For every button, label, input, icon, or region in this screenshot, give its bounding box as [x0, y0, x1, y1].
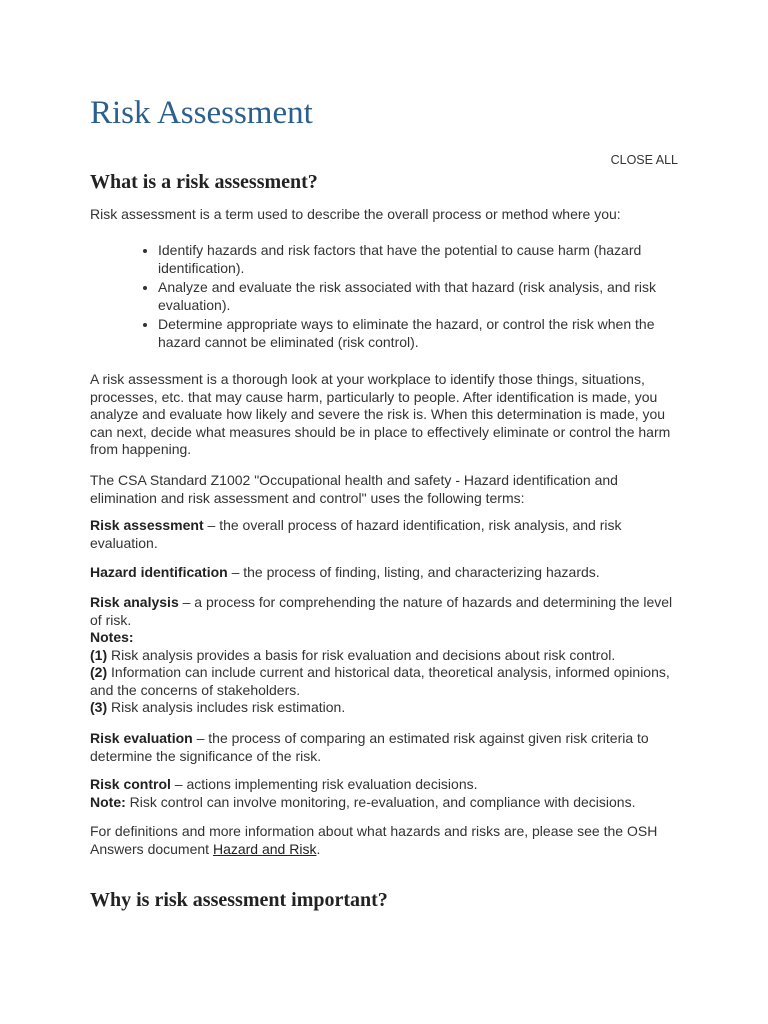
definition-text: – the process of finding, listing, and characterizing hazards.: [227, 564, 600, 580]
note-text: Risk control can involve monitoring, re-evaluation, and compliance with decisions.: [125, 793, 636, 810]
close-all-button[interactable]: CLOSE ALL: [610, 153, 678, 167]
more-info-period: .: [316, 840, 321, 857]
note-number: (3): [90, 699, 108, 715]
csa-standard-paragraph: The CSA Standard Z1002 "Occupational health and safety - Hazard identification and elimination and risk assessment and control" uses the following terms:: [90, 472, 618, 506]
definition-hazard-identification: [90, 564, 682, 582]
definition-risk-evaluation: [90, 730, 682, 765]
definition-text: – actions implementing risk evaluation decisions.: [170, 776, 478, 792]
definition-risk-assessment: [90, 517, 682, 552]
definition-term: Risk analysis: [90, 594, 179, 610]
notes-label: Notes:: [90, 629, 134, 645]
list-item: • Determine appropriate ways to eliminate the hazard, or control the risk when the hazard cannot be eliminated (risk control).: [158, 316, 682, 351]
definition-text: – the overall process of hazard identification, risk analysis, and risk evaluation.: [90, 517, 622, 551]
definition-term: Risk control: [90, 776, 171, 792]
definition-term: Risk evaluation: [90, 730, 193, 746]
note-text: Risk analysis provides a basis for risk evaluation and decisions about risk control.: [107, 646, 616, 663]
definition-term: Risk assessment: [90, 517, 204, 533]
page-title: Risk Assessment: [90, 95, 313, 131]
more-info-text: For definitions and more information about what hazards and risks are, please see the OSH Answers document: [90, 823, 658, 857]
list-item: • Identify hazards and risk factors that have the potential to cause harm (hazard identification).: [158, 242, 682, 277]
section-heading-what-is: What is a risk assessment?: [90, 171, 318, 193]
definition-risk-control: [90, 776, 682, 811]
more-info-paragraph: [90, 823, 682, 858]
intro-paragraph: Risk assessment is a term used to describe the overall process or method where you:: [90, 206, 621, 222]
definition-term: Hazard identification: [90, 564, 228, 580]
note-label: Note:: [90, 793, 126, 810]
definition-risk-analysis: [90, 594, 682, 717]
note-number: (1): [90, 646, 108, 663]
hazard-and-risk-link[interactable]: Hazard and Risk: [212, 840, 317, 857]
risk-steps-list: [90, 242, 682, 353]
list-item: • Analyze and evaluate the risk associated with that hazard (risk analysis, and risk evaluation).: [158, 279, 682, 314]
note-text: Risk analysis includes risk estimation.: [107, 699, 346, 715]
note-text: Information can include current and historical data, theoretical analysis, informed opinions, and the concerns of stakeholders.: [90, 664, 670, 698]
note-number: (2): [90, 664, 108, 680]
thorough-look-paragraph: A risk assessment is a thorough look at your workplace to identify those things, situations, processes, etc. that may cause harm, particularly to people. After identification is made, you analyze and evaluate how likely and severe the risk is. When this determination is made, you can next, decide what measures should be in place to effectively eliminate or control the harm from happening.: [90, 371, 671, 457]
section-heading-why-important: Why is risk assessment important?: [90, 889, 388, 911]
definition-text: – the process of comparing an estimated risk against given risk criteria to determine the significance of the risk.: [90, 730, 649, 764]
definition-text: – a process for comprehending the nature of hazards and determining the level of risk.: [90, 594, 673, 628]
